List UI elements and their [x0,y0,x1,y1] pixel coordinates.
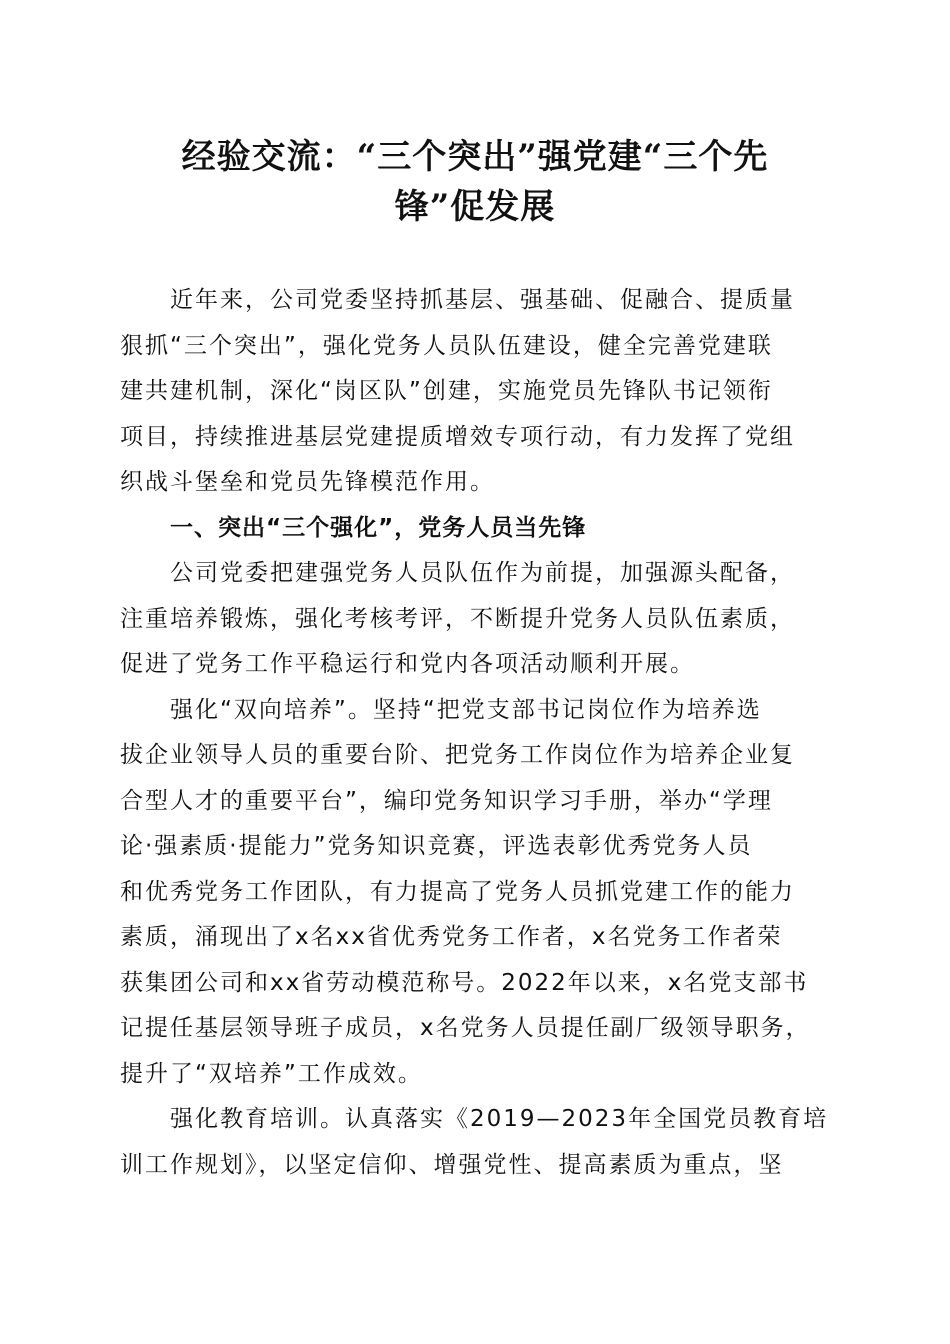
paragraph-3-line-4: 论·强素质·提能力”党务知识竞赛，评选表彰优秀党务人员 [120,833,753,859]
paragraph-1-line-3: 建共建机制，深化“岗区队”创建，实施党员先锋队书记领衔 [120,378,773,404]
paragraph-3-line-9: 提升了“双培养”工作成效。 [120,1060,423,1087]
paragraph-1-line-2: 狠抓“三个突出”，强化党务人员队伍建设，健全完善党建联 [120,332,773,359]
paragraph-2-line-3: 促进了党务工作平稳运行和党内各项活动顺利开展。 [120,651,695,677]
paragraph-3-line-2: 拔企业领导人员的重要台阶、把党务工作岗位作为培养企业复 [120,742,795,768]
paragraph-1-line-4: 项目，持续推进基层党建提质增效专项行动，有力发挥了党组 [120,423,795,450]
document-title [120,132,830,232]
paragraph-2-line-1: 公司党委把建强党务人员队伍作为前提，加强源头配备， [170,560,795,586]
paragraph-3-line-8: 记提任基层领导班子成员，x名党务人员提任副厂级领导职务， [120,1015,811,1041]
paragraph-3-line-7: 获集团公司和xx省劳动模范称号。2022年以来，x名党支部书 [120,969,809,996]
paragraph-2-line-2: 注重培养锻炼，强化考核考评，不断提升党务人员队伍素质， [120,605,795,632]
paragraph-3-line-5: 和优秀党务工作团队，有力提高了党务人员抓党建工作的能力 [120,878,795,905]
paragraph-4-line-2: 训工作规划》，以坚定信仰、增强党性、提高素质为重点，坚 [120,1151,784,1178]
paragraph-3-line-1: 强化“双向培养”。坚持“把党支部书记岗位作为培养选 [170,696,762,723]
paragraph-4-line-1: 强化教育培训。认真落实《2019—2023年全国党员教育培 [170,1106,829,1132]
paragraph-1-line-1: 近年来，公司党委坚持抓基层、强基础、促融合、提质量 [170,287,795,313]
document-body [120,278,830,1188]
section-heading-1: 一、突出“三个强化”，党务人员当先锋 [170,514,587,541]
paragraph-3-line-3: 合型人才的重要平台”，编印党务知识学习手册，举办“学理 [120,787,773,814]
title-line-2: 锋”促发展 [394,187,556,227]
paragraph-1-line-5: 织战斗堡垒和党员先锋模范作用。 [120,469,495,495]
paragraph-3-line-6: 素质，涌现出了x名xx省优秀党务工作者，x名党务工作者荣 [120,924,783,950]
title-line-1: 经验交流：“三个突出”强党建“三个先 [181,137,769,177]
